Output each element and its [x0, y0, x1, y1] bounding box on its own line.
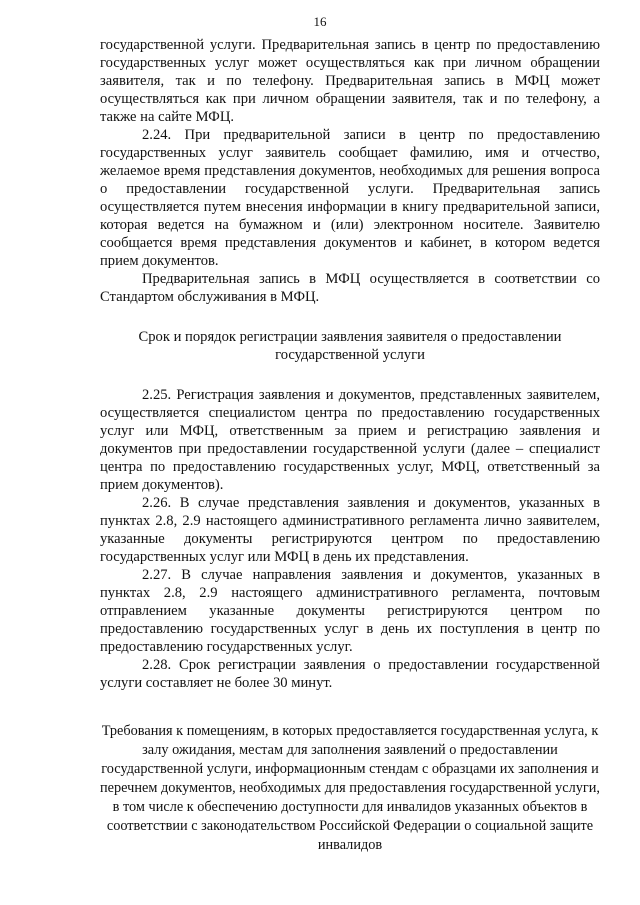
- section-heading-requirements: Требования к помещениям, в которых предоставляется государственная услуга, к залу ожидания, местам для заполнения заявлений о предоставлении государственной услуги, информационным стендам с образцами их заполнения и перечнем документов, необходимых для предоставления государственной услуги, в том числе к обеспечению доступности для инвалидов указанных объектов в соответствии с законодательством Российской Федерации о социальной защите инвалидов: [100, 723, 600, 853]
- paragraph-2-26: 2.26. В случае представления заявления и документов, указанных в пунктах 2.8, 2.9 настоящего административного регламента лично заявителем, указанные документы регистрируются центром по предоставлению государственных услуг или МФЦ в день их представления.: [100, 495, 600, 565]
- paragraph-2-24: 2.24. При предварительной записи в центр по предоставлению государственных услуг заявитель сообщает фамилию, имя и отчество, желаемое время представления документов, необходимых для решения вопроса о предоставлении государственной услуги. Предварительная запись осуществляется путем внесения информации в книгу предварительной записи, которая ведется на бумажном и (или) электронном носителе. Заявителю сообщается время представления документов и кабинет, в котором ведется прием документов.: [100, 127, 600, 269]
- page-content: [100, 36, 600, 855]
- page-number: 16: [313, 14, 327, 29]
- paragraph-mfc-standard: Предварительная запись в МФЦ осуществляется в соответствии со Стандартом обслуживания в МФЦ.: [100, 271, 600, 305]
- section-heading-registration: Срок и порядок регистрации заявления заявителя о предоставлении государственной услуги: [138, 329, 562, 363]
- paragraph-2-28: 2.28. Срок регистрации заявления о предоставлении государственной услуги составляет не более 30 минут.: [100, 657, 600, 691]
- paragraph-2-25: 2.25. Регистрация заявления и документов, представленных заявителем, осуществляется специалистом центра по предоставлению государственных услуг или МФЦ, ответственным за прием и регистрацию заявления и документов при предоставлении государственной услуги (далее – специалист центра по предоставлению государственных услуг, МФЦ, ответственный за прием документов).: [100, 387, 600, 493]
- paragraph-2-27: 2.27. В случае направления заявления и документов, указанных в пунктах 2.8, 2.9 настоящего административного регламента, почтовым отправлением указанные документы регистрируются центром по предоставлению государственных услуг в день их поступления в центр по предоставлению государственных услуг.: [100, 567, 600, 655]
- paragraph-continuation: государственной услуги. Предварительная запись в центр по предоставлению государственных услуг может осуществляться как при личном обращении заявителя, так и по телефону. Предварительная запись в МФЦ может осуществляться как при личном обращении заявителя, так и по телефону, а также на сайте МФЦ.: [100, 37, 600, 125]
